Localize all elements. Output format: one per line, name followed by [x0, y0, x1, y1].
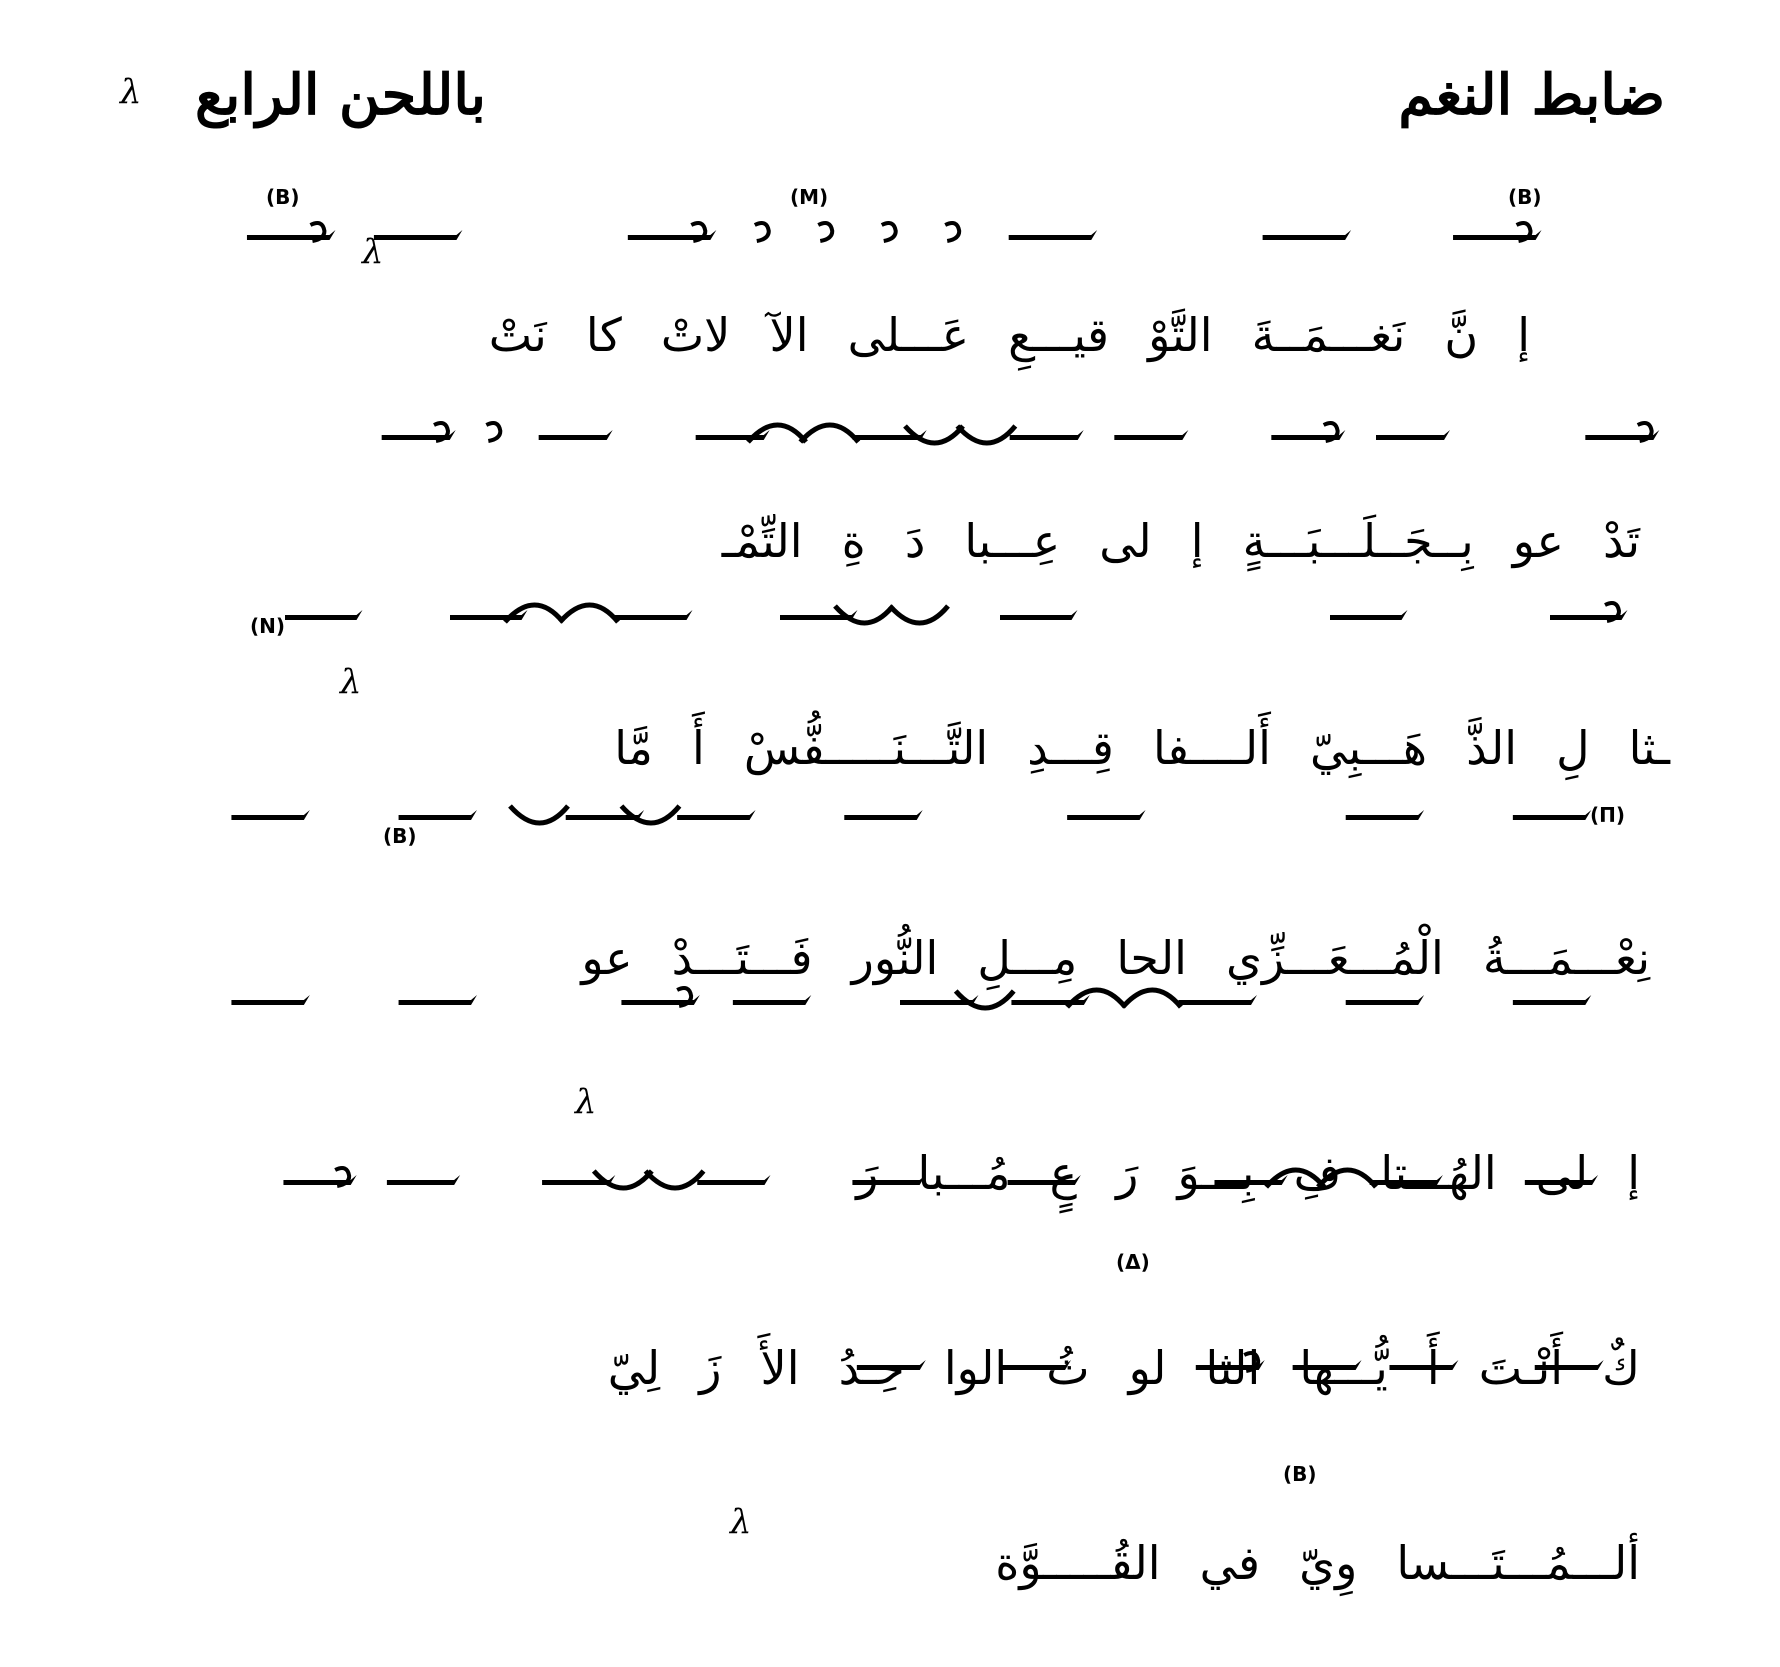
oligon-neume-icon — [697, 1175, 770, 1185]
lyric-syllable: كا — [585, 308, 622, 362]
lyric-syllable: الآ — [769, 308, 809, 362]
lyric-syllable: أَ — [1426, 1341, 1440, 1395]
lyric-syllable: عِـــبا — [964, 514, 1061, 568]
apostrophos-neume-icon — [882, 223, 896, 241]
martyria-label-b: (B) — [1283, 1462, 1317, 1486]
lyric-syllable: قِـــدِ — [1027, 721, 1114, 775]
martyria-label-b: (B) — [266, 185, 300, 209]
lyric-syllable: إ — [1190, 514, 1204, 568]
oligon-neume-icon — [844, 810, 922, 820]
lyric-syllable: الأَ — [760, 1341, 800, 1395]
lyric-syllable: فَـــتَـــدْ — [671, 931, 813, 985]
lyric-syllable: وِيّ — [1299, 1536, 1358, 1590]
lyric-syllable: عٍ — [1049, 1146, 1078, 1200]
oligon-neume-icon — [1263, 230, 1352, 240]
kouphisma-neume-icon — [835, 606, 893, 623]
apostrophos-neume-icon — [945, 223, 959, 241]
lyric-syllable: ـثا — [1628, 721, 1670, 775]
martyria-label-pi: (Π) — [1590, 803, 1626, 827]
lyric-syllable: عَـــلى — [847, 308, 970, 362]
oligon-neume-icon — [1513, 995, 1591, 1005]
lyric-syllable: قيـــعِ — [1008, 308, 1109, 362]
lyric-syllable: الثا — [1205, 1341, 1261, 1395]
lyric-line-3 — [575, 721, 1670, 775]
oligon-neume-icon — [374, 230, 463, 240]
lyric-syllable: نَغـــمَــةَ — [1251, 308, 1406, 362]
oligon-neume-icon — [1010, 430, 1084, 440]
lyric-syllable: ثُ — [1046, 1341, 1090, 1395]
kouphisma-neume-icon — [510, 806, 568, 823]
lyric-line-2 — [683, 514, 1640, 568]
lyric-syllable: الهُـــتا — [1380, 1146, 1497, 1200]
lyric-syllable: أَنْـتَ — [1478, 1341, 1563, 1395]
lyric-syllable: زَ — [699, 1341, 722, 1395]
lyric-syllable: لِيّ — [607, 1341, 661, 1395]
oligon-neume-icon — [399, 810, 477, 820]
lyric-syllable: لى — [1099, 514, 1152, 568]
kouphisma-neume-icon — [621, 806, 679, 823]
apostrophos-neume-icon — [818, 223, 832, 241]
lyric-syllable: لو — [1128, 1341, 1167, 1395]
lyric-syllable: تَدْ — [1603, 514, 1640, 568]
lyric-syllable: ةِ — [841, 514, 866, 568]
lyric-syllable: الحا — [1116, 931, 1187, 985]
lyric-line-1 — [450, 308, 1530, 362]
oligon-neume-icon — [1000, 610, 1078, 620]
lyric-syllable: لى — [1535, 1146, 1589, 1200]
lyric-syllable: إ — [1627, 1146, 1640, 1200]
lyric-syllable: يُّـــها — [1299, 1341, 1388, 1395]
oligon-neume-icon — [1376, 430, 1450, 440]
martyria-label-n: (N) — [250, 614, 286, 638]
oligon-neume-icon — [1330, 610, 1408, 620]
lyric-syllable: مَّا — [614, 721, 653, 775]
oligon-neume-icon — [1067, 810, 1145, 820]
oligon-neume-icon — [733, 995, 811, 1005]
oligon-neume-icon — [1346, 995, 1424, 1005]
lyric-syllable: بِـــوَ — [1177, 1146, 1255, 1200]
lyric-syllable: مُـــبا — [917, 1146, 1011, 1200]
lyric-syllable: أَلــــفا — [1152, 721, 1271, 775]
lyric-syllable: الْمُـــعَـــزِّي — [1225, 931, 1444, 985]
lyric-syllable: عو — [1512, 514, 1564, 568]
lyric-syllable: التَّوْ — [1148, 308, 1213, 362]
lyric-syllable: مِـــلِ — [977, 931, 1078, 985]
oligon-neume-icon — [1513, 810, 1591, 820]
oligon-neume-icon — [539, 430, 613, 440]
mode-signature-icon: λ — [730, 1502, 752, 1542]
lyric-syllable: هَـــبِيّ — [1310, 721, 1427, 775]
lyric-syllable: الذَّ — [1466, 721, 1518, 775]
kouphisma-neume-icon — [957, 426, 1015, 443]
oligon-neume-icon — [399, 995, 477, 1005]
lyric-syllable: نِعْـــمَـــةُ — [1482, 931, 1650, 985]
neume-row-2 — [0, 380, 1780, 470]
mode-signature-icon: λ — [575, 1082, 597, 1122]
lyric-syllable: نَتْ — [488, 308, 547, 362]
oligon-neume-icon — [1346, 810, 1424, 820]
kouphisma-neume-icon — [594, 1171, 652, 1188]
apostrophos-neume-icon — [755, 223, 769, 241]
mode-signature-icon: λ — [362, 232, 384, 272]
lyric-line-5 — [817, 1146, 1640, 1200]
martyria-label-b: (B) — [1508, 185, 1542, 209]
lyric-syllable: الوا — [943, 1341, 1008, 1395]
martyria-label-m: (M) — [790, 185, 829, 209]
kentima-neume-icon — [1123, 990, 1181, 1007]
lyric-syllable: حِـدُ — [838, 1341, 905, 1395]
oligon-neume-icon — [285, 610, 363, 620]
lyric-syllable: القُـــــوَّة — [995, 1536, 1161, 1590]
martyria-label-b: (B) — [383, 824, 417, 848]
kouphisma-neume-icon — [905, 426, 963, 443]
oligon-neume-icon — [1009, 230, 1098, 240]
lyric-syllable: لاتْ — [660, 308, 731, 362]
lyric-syllable: إ — [1517, 308, 1530, 362]
oligon-neume-icon — [387, 1175, 460, 1185]
lyric-syllable: رَ — [1116, 1146, 1139, 1200]
lyric-syllable: في — [1199, 1536, 1260, 1590]
lyric-syllable: رَ — [856, 1146, 879, 1200]
oligon-neume-icon — [615, 610, 693, 620]
oligon-neume-icon — [1179, 995, 1257, 1005]
kentima-neume-icon — [560, 605, 618, 622]
lyric-syllable: أَ — [692, 721, 705, 775]
lyric-line-6 — [569, 1341, 1640, 1395]
lyric-syllable: التَّـــنَـــــفُّسْ — [743, 721, 989, 775]
lyric-syllable: ألـــمُـــتَـــسا — [1396, 1536, 1640, 1590]
oligon-neume-icon — [1114, 430, 1188, 440]
kouphisma-neume-icon — [890, 606, 948, 623]
oligon-neume-icon — [677, 810, 755, 820]
oligon-neume-icon — [231, 810, 309, 820]
lyric-syllable: فِ — [1293, 1146, 1342, 1200]
oligon-neume-icon — [231, 995, 309, 1005]
page-title-fourth-mode: باللحن الرابع — [195, 62, 486, 128]
lyric-syllable: لِ — [1556, 721, 1590, 775]
page-title-rule-of-tone: ضابط النغم — [1398, 62, 1665, 128]
martyria-label-delta: (Δ) — [1116, 1250, 1150, 1274]
kentima-neume-icon — [800, 425, 858, 442]
lyric-syllable: كٌ — [1602, 1341, 1640, 1395]
lyric-syllable: دَ — [904, 514, 926, 568]
mode-signature-icon: λ — [120, 72, 142, 112]
lyric-line-4 — [542, 931, 1650, 985]
lyric-syllable: نَّ — [1444, 308, 1479, 362]
apostrophos-neume-icon — [486, 423, 500, 441]
lyric-syllable: بِــجَــلَـــبَـــةٍ — [1242, 514, 1474, 568]
lyric-syllable: النُّور — [851, 931, 939, 985]
mode-signature-icon: λ — [340, 662, 362, 702]
kouphisma-neume-icon — [646, 1171, 704, 1188]
lyric-syllable: عو — [581, 931, 633, 985]
lyric-syllable: التِّمْـ — [721, 514, 803, 568]
lyric-line-7 — [956, 1536, 1640, 1590]
kouphisma-neume-icon — [956, 991, 1014, 1008]
